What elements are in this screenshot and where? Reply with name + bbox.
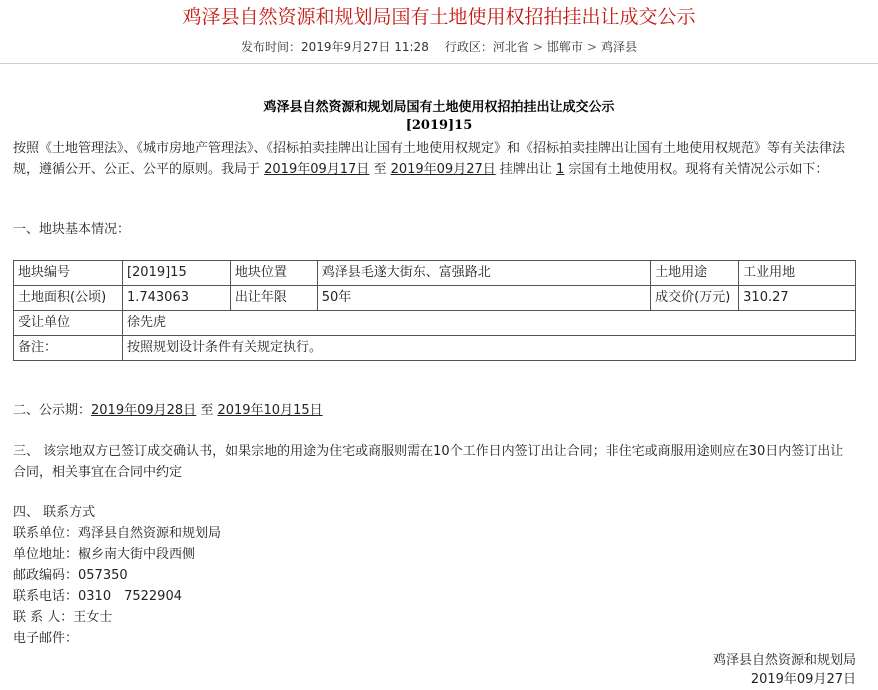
publish-time: 2019年9月27日 11:28	[300, 40, 429, 54]
table-row	[14, 286, 856, 311]
table-cell: 成交价(万元)	[651, 286, 739, 311]
breadcrumb-province[interactable]: 河北省	[492, 40, 529, 54]
parcel-info-table	[13, 260, 856, 361]
table-cell: 鸡泽县毛遂大街东、富强路北	[317, 261, 650, 286]
table-cell: 土地用途	[651, 261, 739, 286]
contact-phone: 联系电话：0310 7522904	[13, 589, 182, 604]
table-cell: 土地面积(公顷)	[14, 286, 123, 311]
meta-bar	[0, 38, 878, 55]
breadcrumb-county[interactable]: 鸡泽县	[601, 40, 638, 54]
document-title: 鸡泽县自然资源和规划局国有土地使用权招拍挂出让成交公示	[263, 100, 615, 115]
breadcrumb-city[interactable]: 邯郸市	[546, 40, 583, 54]
table-cell: 按照规划设计条件有关规定执行。	[122, 336, 855, 361]
table-row	[14, 336, 856, 361]
intro-text: 按照《土地管理法》、《城市房地产管理法》、《招标拍卖挂牌出让国有土地使用权规定》和《招标拍卖挂牌出让国有土地使用权规范》等有关法律法规，遵循公开、公正、公平的原则。我局于	[13, 141, 846, 177]
table-cell: 地块位置	[230, 261, 317, 286]
period-start-date: 2019年09月28日	[91, 403, 197, 418]
section-1-heading: 一、地块基本情况：	[13, 222, 131, 237]
section-4-heading: 四、 联系方式	[13, 505, 96, 520]
table-cell: 受让单位	[14, 311, 123, 336]
publish-label: 发布时间：	[240, 40, 301, 54]
table-cell: 310.27	[739, 286, 856, 311]
table-cell: 地块编号	[14, 261, 123, 286]
table-cell: 工业用地	[739, 261, 856, 286]
intro-text: 挂牌出让	[495, 162, 557, 177]
page-title: 鸡泽县自然资源和规划局国有土地使用权招拍挂出让成交公示	[182, 6, 696, 28]
table-cell: 出让年限	[230, 286, 317, 311]
section-2-label: 二、公示期：	[13, 403, 92, 418]
header-divider	[0, 63, 878, 64]
signature-date: 2019年09月27日	[750, 672, 856, 687]
contact-postcode: 邮政编码：057350	[13, 568, 128, 583]
intro-paragraph	[13, 138, 865, 180]
breadcrumb-separator: >	[532, 40, 543, 54]
table-cell: 1.743063	[122, 286, 230, 311]
breadcrumb-separator: >	[586, 40, 597, 54]
listing-end-date: 2019年09月27日	[390, 162, 496, 177]
table-row	[14, 261, 856, 286]
table-cell: 备注：	[14, 336, 123, 361]
contact-person: 联 系 人：王女士	[13, 610, 113, 625]
contact-address: 单位地址：椒乡南大街中段西侧	[13, 547, 196, 562]
table-cell: 徐先虎	[122, 311, 855, 336]
period-separator: 至	[196, 403, 218, 418]
listing-start-date: 2019年09月17日	[264, 162, 370, 177]
section-2-announcement-period	[13, 401, 323, 421]
section-3-paragraph: 三、 该宗地双方已签订成交确认书，如果宗地的用途为住宅或商服则需在10个工作日内签订出让合同；非住宅或商服用途则应在30日内签订出让合同，相关事宜在合同中约定	[13, 444, 844, 480]
table-row	[14, 311, 856, 336]
region-label: 行政区：	[444, 40, 493, 54]
intro-text: 宗国有土地使用权。现将有关情况公示如下：	[564, 162, 829, 177]
intro-text: 至	[369, 162, 391, 177]
table-cell: 50年	[317, 286, 650, 311]
period-end-date: 2019年10月15日	[217, 403, 323, 418]
contact-email: 电子邮件：	[13, 631, 79, 646]
document-number: [2019]15	[405, 118, 473, 133]
contact-unit: 联系单位：鸡泽县自然资源和规划局	[13, 526, 222, 541]
parcel-count: 1	[556, 162, 565, 177]
signature-org: 鸡泽县自然资源和规划局	[712, 653, 856, 668]
table-cell: [2019]15	[122, 261, 230, 286]
